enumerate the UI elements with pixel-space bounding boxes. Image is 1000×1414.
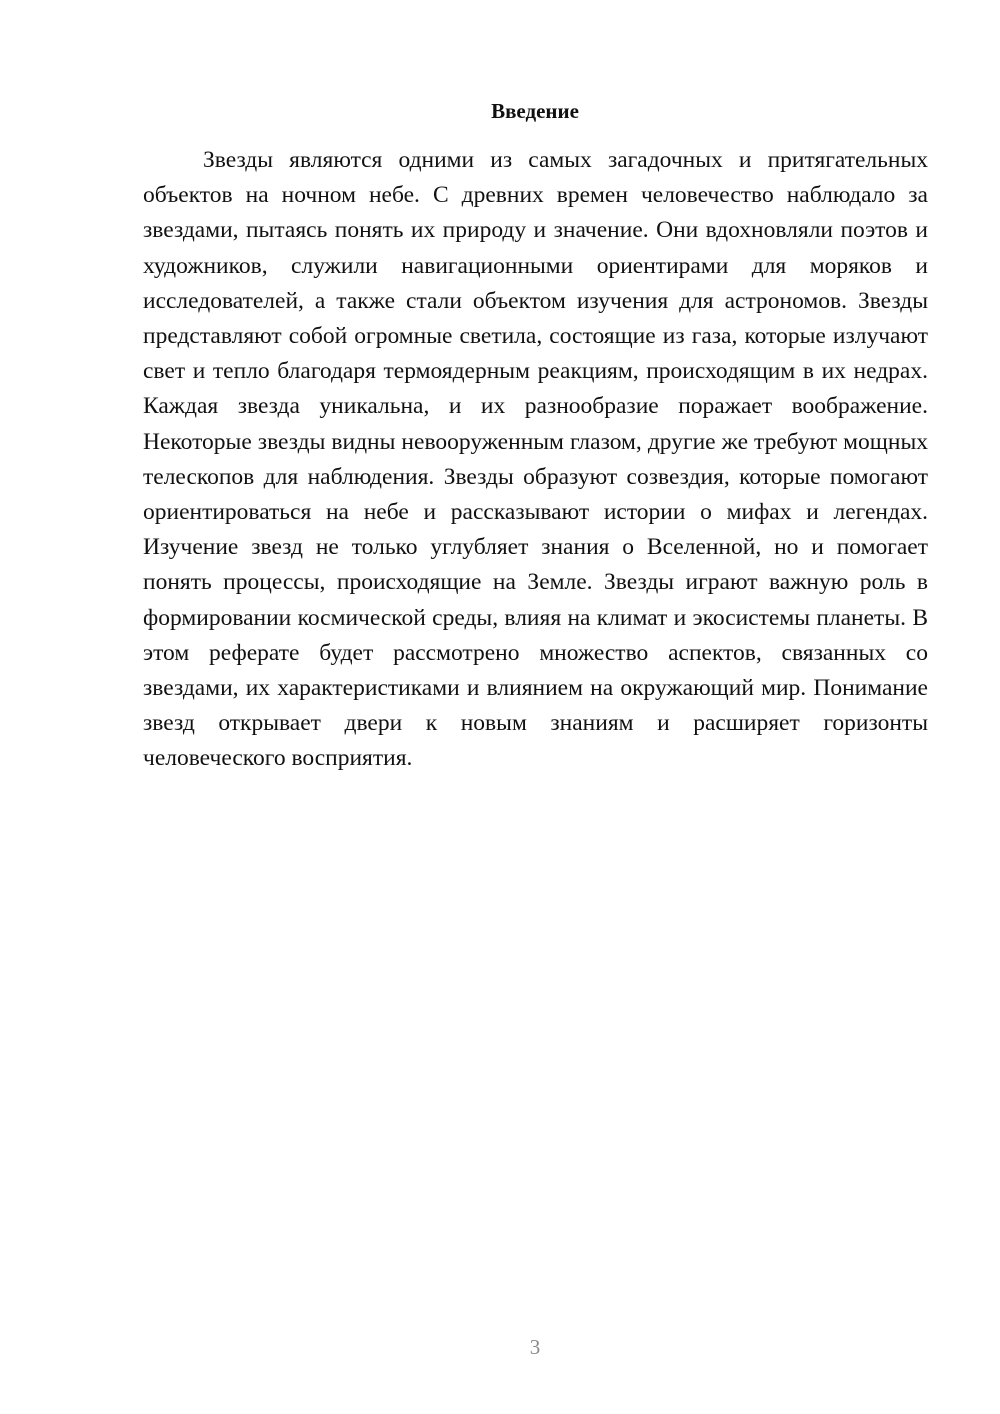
body-text [143,143,928,777]
intro-paragraph: Звезды являются одними из самых загадочных и притягательных объектов на ночном небе. С древних времен человечество наблюдало за звездами, пытаясь понять их природу и значение. Они вдохновляли поэтов и художников, служили навигационными ориентирами для моряков и исследователей, а также стали объектом изучения для астрономов. Звезды представляют собой огромные светила, состоящие из газа, которые излучают свет и тепло благодаря термоядерным реакциям, происходящим в их недрах. Каждая звезда уникальна, и их разнообразие поражает воображение. Некоторые звезды видны невооруженным глазом, другие же требуют мощных телескопов для наблюдения. Звезды образуют созвездия, которые помогают ориентироваться на небе и рассказывают истории о мифах и легендах. Изучение звезд не только углубляет знания о Вселенной, но и помогает понять процессы, происходящие на Земле. Звезды играют важную роль в формировании космической среды, влияя на климат и экосистемы планеты. В этом реферате будет рассмотрено множество аспектов, связанных со звездами, их характеристиками и влиянием на окружающий мир. Понимание звезд открывает двери к новым знаниям и расширяет горизонты человеческого восприятия. [143,147,928,772]
section-heading: Введение [491,99,579,123]
page-number: 3 [529,1335,541,1359]
